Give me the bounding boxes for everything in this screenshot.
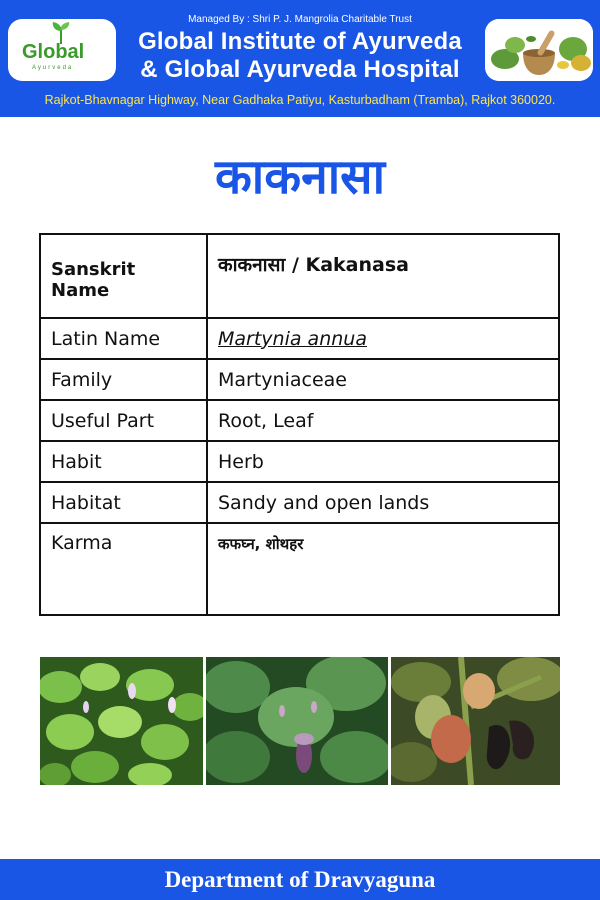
row-value: Root, Leaf	[207, 400, 559, 441]
row-key: Family	[40, 359, 207, 400]
table-row-family	[40, 359, 559, 400]
hospital-title: & Global Ayurveda Hospital	[140, 56, 460, 83]
table-row-sanskrit-name	[40, 234, 559, 318]
fruits-photo-icon	[391, 657, 560, 785]
plant-photo-fruits	[391, 657, 560, 785]
logo-subtext: Ayurveda	[32, 65, 74, 71]
header-banner	[0, 0, 600, 117]
address-text: Rajkot-Bhavnagar Highway, Near Gadhaka Patiyu, Kasturbadham (Tramba), Rajkot 360020.	[44, 93, 556, 107]
mortar-pestle-icon	[485, 19, 593, 81]
table-row-latin-name	[40, 318, 559, 359]
logo-wordmark: Global	[22, 41, 85, 63]
latin-name-link[interactable]: Martynia annua	[218, 327, 367, 350]
row-key: Habit	[40, 441, 207, 482]
institute-title: Global Institute of Ayurveda	[138, 28, 462, 55]
table-row-karma	[40, 523, 559, 615]
department-name: Department of Dravyaguna	[164, 867, 436, 892]
leaves-photo-icon	[40, 657, 203, 785]
plant-title: काकनासा	[214, 149, 386, 205]
footer-banner	[0, 859, 600, 900]
karma-value: कफघ्न, शोथहर	[218, 535, 304, 553]
row-value: Sandy and open lands	[207, 482, 559, 523]
row-key: Karma	[40, 523, 207, 615]
managed-by-text: Managed By : Shri P. J. Mangrolia Charitable Trust	[188, 14, 412, 25]
row-value	[207, 318, 559, 359]
row-key: Latin Name	[40, 318, 207, 359]
row-key: Sanskrit Name	[40, 234, 207, 318]
plant-info-table	[39, 233, 560, 616]
row-value: Herb	[207, 441, 559, 482]
plant-photo-leaves	[40, 657, 203, 785]
table-row-habitat	[40, 482, 559, 523]
row-key: Habitat	[40, 482, 207, 523]
table-row-useful-part	[40, 400, 559, 441]
row-value	[207, 523, 559, 615]
row-key: Useful Part	[40, 400, 207, 441]
plant-photo-flower	[206, 657, 388, 785]
table-row-habit	[40, 441, 559, 482]
row-value: काकनासा / Kakanasa	[207, 234, 559, 318]
herbs-mortar-image	[485, 19, 593, 81]
row-value: Martyniaceae	[207, 359, 559, 400]
flower-photo-icon	[206, 657, 388, 785]
